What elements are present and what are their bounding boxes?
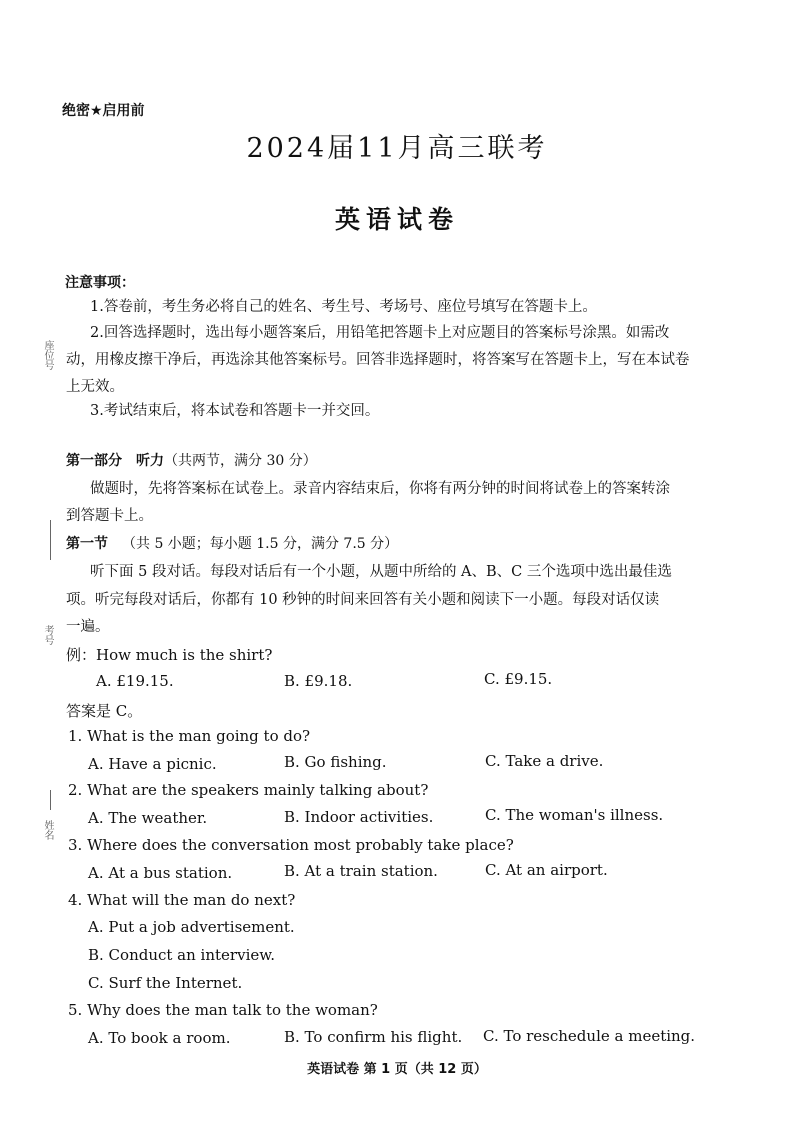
question-4-option-b: B. Conduct an interview. xyxy=(88,946,276,964)
margin-exam-no-label: 考号 xyxy=(42,625,53,645)
section1-sub: （共 5 小题；每小题 1.5 分，满分 7.5 分） xyxy=(122,536,399,552)
question-4-option-a: A. Put a job advertisement. xyxy=(88,918,295,936)
example-option-a: A. £19.15. xyxy=(96,672,174,690)
notice-item-2-line-1: 2.回答选择题时，选出每小题答案后，用铅笔把答题卡上对应题目的答案标号涂黑。如需改 xyxy=(90,325,670,341)
margin-seat-label: 座位号 xyxy=(42,340,53,370)
example-answer: 答案是 C。 xyxy=(66,702,143,720)
question-3-option-a: A. At a bus station. xyxy=(88,864,233,882)
question-2-option-b: B. Indoor activities. xyxy=(284,808,434,826)
section1-intro-line-3: 一遍。 xyxy=(66,619,110,635)
question-5: 5. Why does the man talk to the woman? xyxy=(68,1001,378,1019)
notice-item-2-line-3: 上无效。 xyxy=(66,379,124,395)
example-question: 例：How much is the shirt? xyxy=(66,646,273,664)
margin-name-label: 姓名 xyxy=(42,820,53,840)
question-2-option-a: A. The weather. xyxy=(88,809,208,827)
notice-item-3: 3.考试结束后，将本试卷和答题卡一并交回。 xyxy=(90,403,380,419)
part1-intro-line-2: 到答题卡上。 xyxy=(66,508,153,524)
question-1-option-a: A. Have a picnic. xyxy=(88,755,217,773)
question-5-option-a: A. To book a room. xyxy=(88,1029,231,1047)
question-3-option-c: C. At an airport. xyxy=(485,861,608,879)
section1-intro-line-1: 听下面 5 段对话。每段对话后有一个小题，从题中所给的 A、B、C 三个选项中选出最佳选 xyxy=(90,564,672,580)
part1-sub: （共两节，满分 30 分） xyxy=(164,453,317,469)
question-3-option-b: B. At a train station. xyxy=(284,862,438,880)
part1-heading xyxy=(66,450,317,470)
example-option-c: C. £9.15. xyxy=(484,670,553,688)
page-footer: 英语试卷 第 1 页（共 12 页） xyxy=(307,1062,487,1077)
secret-label: 绝密★启用前 xyxy=(62,103,145,119)
question-1: 1. What is the man going to do? xyxy=(68,727,311,745)
notice-item-1: 1.答卷前，考生务必将自己的姓名、考生号、考场号、座位号填写在答题卡上。 xyxy=(90,299,597,315)
exam-subtitle: 英语试卷 xyxy=(334,205,459,234)
question-2: 2. What are the speakers mainly talking about? xyxy=(68,781,429,799)
question-1-option-c: C. Take a drive. xyxy=(485,752,604,770)
part1-label: 第一部分 听力 xyxy=(66,453,164,469)
margin-divider xyxy=(50,520,51,560)
section1-heading xyxy=(66,533,398,553)
question-1-option-b: B. Go fishing. xyxy=(284,753,387,771)
question-4: 4. What will the man do next? xyxy=(68,891,296,909)
part1-intro-line-1: 做题时，先将答案标在试卷上。录音内容结束后，你将有两分钟的时间将试卷上的答案转涂 xyxy=(90,481,670,497)
question-3: 3. Where does the conversation most probably take place? xyxy=(68,836,514,854)
exam-title: 2024届11月高三联考 xyxy=(246,133,548,164)
notice-heading: 注意事项： xyxy=(65,275,135,291)
notice-item-2-line-2: 动，用橡皮擦干净后，再选涂其他答案标号。回答非选择题时，将答案写在答题卡上，写在本试卷 xyxy=(66,352,690,368)
example-option-b: B. £9.18. xyxy=(284,672,353,690)
section1-label: 第一节 xyxy=(66,536,108,552)
question-5-option-b: B. To confirm his flight. xyxy=(284,1028,463,1046)
section1-intro-line-2: 项。听完每段对话后，你都有 10 秒钟的时间来回答有关小题和阅读下一小题。每段对话仅读 xyxy=(66,592,660,608)
margin-divider xyxy=(50,790,51,810)
question-5-option-c: C. To reschedule a meeting. xyxy=(483,1027,696,1045)
question-4-option-c: C. Surf the Internet. xyxy=(88,974,243,992)
question-2-option-c: C. The woman's illness. xyxy=(485,806,664,824)
